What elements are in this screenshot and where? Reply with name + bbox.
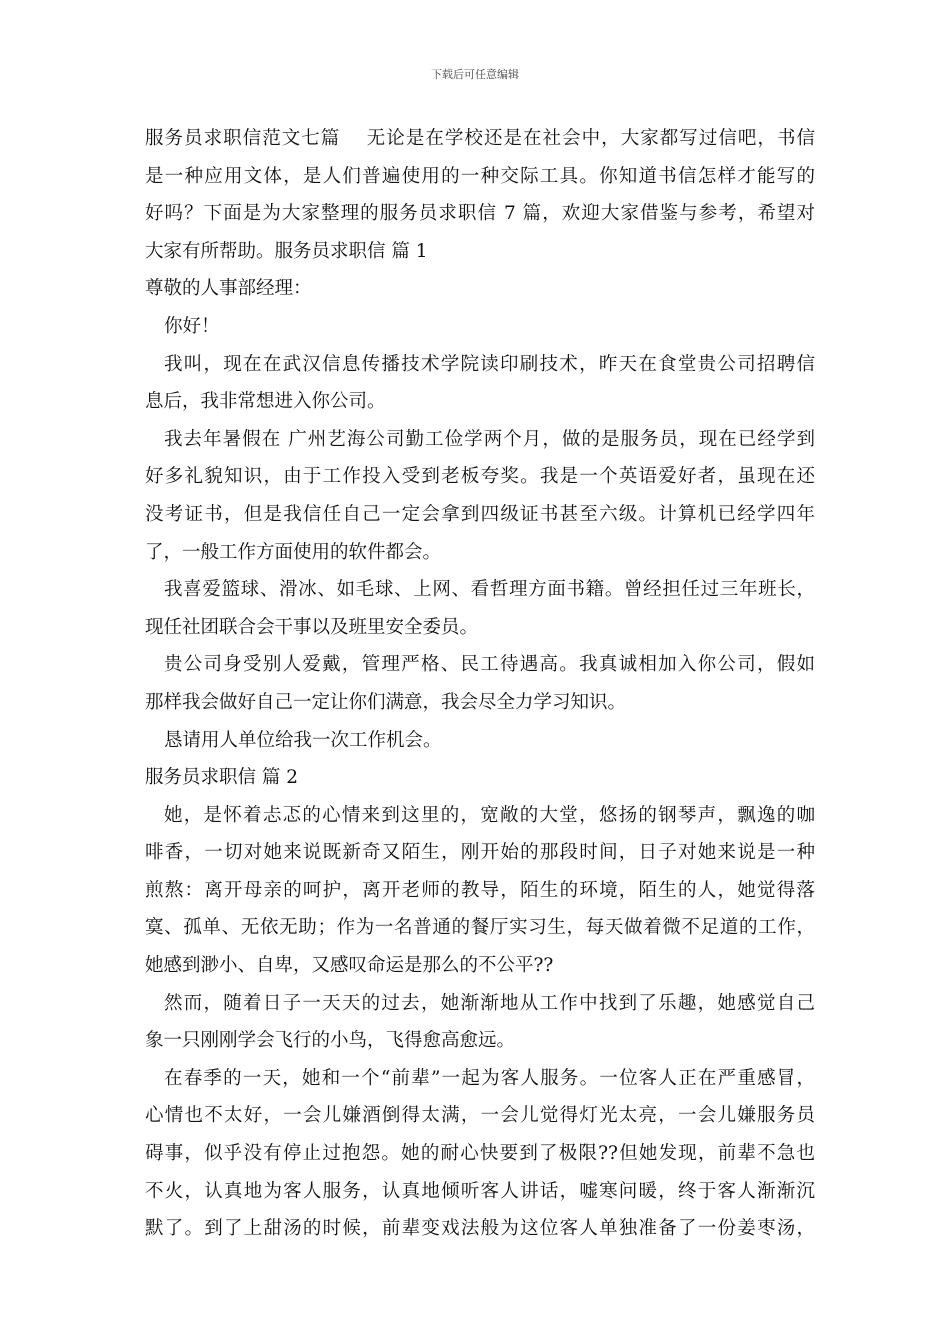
text-line: 寞、孤单、无依无助；作为一名普通的餐厅实习生，每天做着微不足道的工作， [145, 917, 815, 939]
text-line: 那样我会做好自己一定让你们满意，我会尽全力学习知识。 [145, 691, 627, 713]
text-line: 碍事，似乎没有停止过抱怨。她的耐心快要到了极限??但她发现，前辈不急也 [145, 1143, 815, 1165]
text-line: 你好！ [164, 315, 220, 337]
text-line: 我叫，现在在武汉信息传播技术学院读印刷技术，昨天在食堂贵公司招聘信 [164, 353, 815, 375]
text-line: 好多礼貌知识，由于工作投入受到老板夸奖。我是一个英语爱好者，虽现在还 [145, 466, 815, 488]
text-line: 然而，随着日子一天天的过去，她渐渐地从工作中找到了乐趣，她感觉自己 [164, 992, 815, 1014]
text-line: 默了。到了上甜汤的时候，前辈变戏法般为这位客人单独准备了一份姜枣汤， [145, 1218, 815, 1240]
text-line: 象一只刚刚学会飞行的小鸟，飞得愈高愈远。 [145, 1030, 516, 1052]
text-line: 贵公司身受别人爱戴，管理严格、民工待遇高。我真诚相加入你公司，假如 [164, 654, 815, 676]
text-line: 尊敬的人事部经理： [145, 278, 312, 300]
text-line: 在春季的一天，她和一个“前辈”一起为客人服务。一位客人正在严重感冒， [164, 1067, 815, 1089]
text-line: 没考证书，但是我信任自己一定会拿到四级证书甚至六级。计算机已经学四年 [145, 503, 815, 525]
text-line: 煎熬：离开母亲的呵护，离开老师的教导，陌生的环境，陌生的人，她觉得落 [145, 879, 815, 901]
text-line: 息后，我非常想进入你公司。 [145, 391, 386, 413]
text-line: 了，一般工作方面使用的软件都会。 [145, 541, 442, 563]
text-line: 好吗？下面是为大家整理的服务员求职信 7 篇，欢迎大家借鉴与参考，希望对 [145, 203, 815, 225]
text-line: 是一种应用文体，是人们普遍使用的一种交际工具。你知道书信怎样才能写的 [145, 165, 815, 187]
text-line: 大家有所帮助。服务员求职信 篇 1 [145, 240, 428, 262]
text-line: 我去年暑假在 广州艺海公司勤工俭学两个月，做的是服务员，现在已经学到 [164, 428, 815, 450]
document-body [145, 120, 815, 1248]
text-line: 不火，认真地为客人服务，认真地倾听客人讲话，嘘寒问暖，终于客人渐渐沉 [145, 1180, 815, 1202]
text-line: 心情也不太好，一会儿嫌酒倒得太满，一会儿觉得灯光太亮，一会儿嫌服务员 [145, 1105, 815, 1127]
page-header-note: 下载后可任意编辑 [431, 68, 519, 81]
text-line: 啡香，一切对她来说既新奇又陌生，刚开始的那段时间，日子对她来说是一种 [145, 842, 815, 864]
text-line: 服务员求职信 篇 2 [145, 767, 299, 789]
text-line: 她，是怀着忐忑的心情来到这里的，宽敞的大堂，悠扬的钢琴声，飘逸的咖 [164, 804, 815, 826]
text-line: 现任社团联合会干事以及班里安全委员。 [145, 616, 479, 638]
text-line: 恳请用人单位给我一次工作机会。 [164, 729, 442, 751]
text-line: 服务员求职信范文七篇 无论是在学校还是在社会中，大家都写过信吧，书信 [145, 128, 815, 149]
text-line: 我喜爱篮球、滑冰、如毛球、上网、看哲理方面书籍。曾经担任过三年班长， [164, 579, 815, 601]
text-line: 她感到渺小、自卑，又感叹命运是那么的不公平?? [145, 955, 554, 977]
